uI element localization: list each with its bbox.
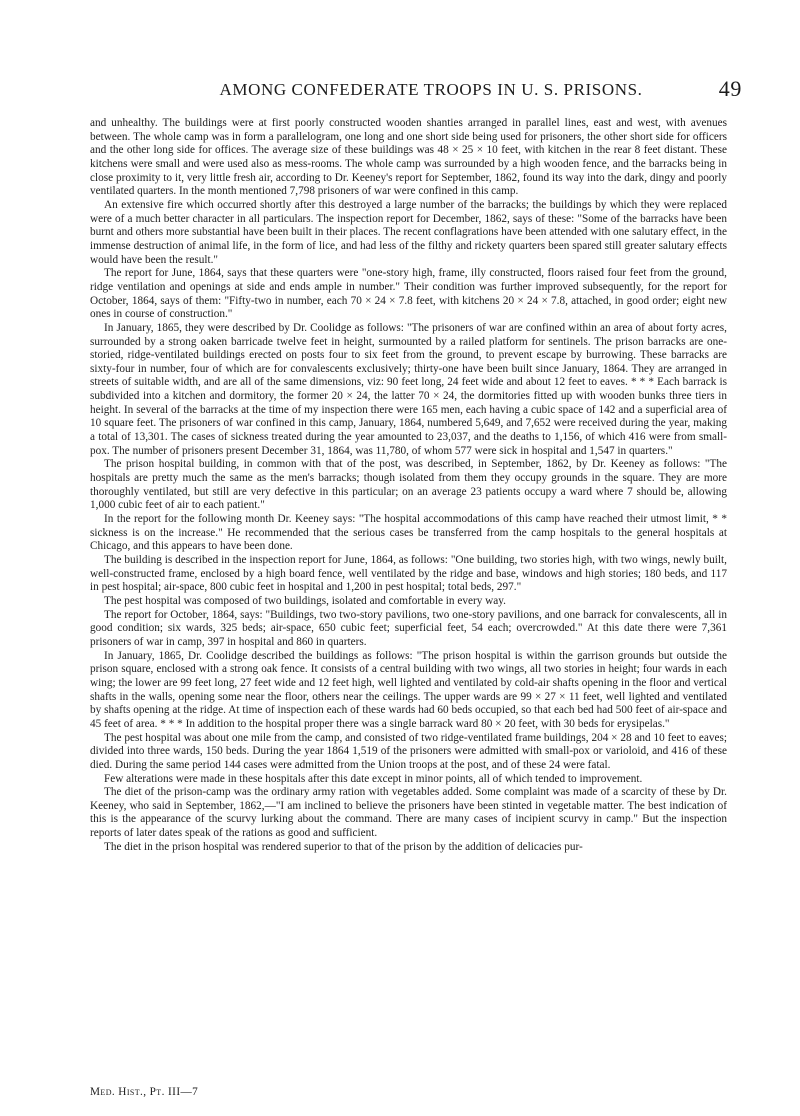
- paragraph: Few alterations were made in these hospitals after this date except in minor points, all of which tended to improvement.: [104, 772, 643, 785]
- paragraph: An extensive fire which occurred shortly after this destroyed a large number of the barracks; the buildings by which they were replaced were of a much better character in all particulars. The inspection report for December, 1862, says of these: "Some of the barracks have been burnt and others more substantial have been built in their places. The recent conflagrations have been attended with one salutary effect, in the immense destruction of animal life, in the form of lice, and had less of the filthy and rickety quarters been spared still greater salutary effects would have been the result.": [90, 198, 727, 266]
- paragraph-continued: and unhealthy. The buildings were at first poorly constructed wooden shanties arranged in parallel lines, east and west, with avenues between. The whole camp was in form a parallelogram, one long and one short side being used for prisoners, the other short side for officers and the other long side for offices. The average size of these buildings was 48 × 25 × 10 feet, with kitchen in the rear 8 feet distant. These kitchens were small and were used also as mess-rooms. The whole camp was surrounded by a high wooden fence, and the barracks being in close proximity to it, very little fresh air, according to Dr. Keeney's report for September, 1862, found its way into the dark, dingy and poorly ventilated quarters. In the month mentioned 7,798 prisoners of war were confined in this camp.: [90, 117, 727, 198]
- paragraph: The report for June, 1864, says that these quarters were "one-story high, frame, illy constructed, floors raised four feet from the ground, ridge ventilation and openings at side and ends ample in number." Their condition was further improved subsequently, for the report for October, 1864, says of them: "Fifty-two in number, each 70 × 24 × 7.8 feet, with kitchens 20 × 24 × 7.8, attached, in good order; eight new ones in course of construction.": [90, 267, 727, 321]
- running-head: [120, 78, 742, 104]
- paragraph: In the report for the following month Dr. Keeney says: "The hospital accommodations of this camp have reached their utmost limit, * * sickness is on the increase." He recommended that the serious cases be transferred from the camp hospitals to the general hospitals at Chicago, and this appears to have been done.: [90, 513, 727, 553]
- paragraph: In January, 1865, they were described by Dr. Coolidge as follows: "The prisoners of war are confined within an area of about forty acres, surrounded by a strong oaken barricade twelve feet in height, surmounted by a railed platform for sentinels. The prison barracks are one-storied, ridge-ventilated buildings erected on posts four to six feet from the ground, to prevent escape by burrowing. These barracks are sixty-four in number, four of which are for convalescents exclusively; thirty-one have been built since January, 1864. They are arranged in streets of suitable width, and are all of the same dimensions, viz: 90 feet long, 24 feet wide and about 12 feet to eaves. * * * Each barrack is subdivided into a kitchen and dormitory, the former 20 × 24, the latter 70 × 24, the dormitories fitted up with wooden bunks three tiers in height. In several of the barracks at the time of my inspection there were 165 men, each having a cubic space of 142 and a superficial area of 10 square feet. The prisoners of war confined in this camp, January, 1864, numbered 5,649, and 7,652 were received during the year, making a total of 13,301. The cases of sickness treated during the year amounted to 23,037, and the deaths to 1,156, of which 416 were from small-pox. The number of prisoners present December 31, 1864, was 11,780, of whom 577 were sick in hospital and 1,547 in quarters.": [90, 321, 727, 457]
- page-number: 49: [718, 76, 742, 101]
- paragraph: The pest hospital was about one mile from the camp, and consisted of two ridge-ventilated frame buildings, 204 × 28 and 10 feet to eaves; divided into three wards, 150 beds. During the year 1864 1,519 of the prisoners were admitted with small-pox or varioloid, and 416 of these died. During the same period 144 cases were admitted from the Union troops at the post, and of these 24 were fatal.: [90, 731, 727, 771]
- body-text: [90, 117, 727, 854]
- signature-mark: Med. Hist., Pt. III—7: [90, 1086, 199, 1098]
- paragraph: The diet of the prison-camp was the ordinary army ration with vegetables added. Some complaint was made of a scarcity of these by Dr. Keeney, who said in September, 1862,—"I am inclined to believe the prisoners have been stinted in vegetable matter. The best indication of this is the appearance of the scurvy lurking about the command. There are many cases of incipient scurvy in camp." But the inspection reports of later dates speak of the rations as good and sufficient.: [90, 786, 727, 840]
- paragraph: The prison hospital building, in common with that of the post, was described, in September, 1862, by Dr. Keeney as follows: "The hospitals are pretty much the same as the men's barracks; though isolated from them they occupy grounds in the square. They are more thoroughly ventilated, but still are very defective in this particular; on an average 23 patients occupy a ward where 7 should be, allowing 1,000 cubic feet of air to each patient.": [90, 458, 727, 512]
- paragraph: The diet in the prison hospital was rendered superior to that of the prison by the addition of delicacies pur-: [104, 840, 583, 853]
- paragraph: In January, 1865, Dr. Coolidge described the buildings as follows: "The prison hospital is within the garrison grounds but outside the prison square, enclosed with a strong oak fence. It consists of a central building with two wings, all two stories in height; four wards in each wing; the lower are 99 feet long, 27 feet wide and 12 feet high, well lighted and ventilated by cold-air shafts opening in the floor and vertical shafts in the walls, opening some near the floor, others near the ceilings. The upper wards are 99 × 27 × 11 feet, well lighted and ventilated by shafts opening at the ridge. At time of inspection each of these wards had 60 beds occupied, so that each bed had 500 feet of air-space and 45 feet of area. * * * In addition to the hospital proper there was a single barrack ward 80 × 20 feet, with 30 beds for erysipelas.": [90, 649, 727, 730]
- paragraph: The report for October, 1864, says: "Buildings, two two-story pavilions, two one-story pavilions, and one barrack for convalescents, all in good condition; six wards, 325 beds; air-space, 650 cubic feet; superficial feet, 54 each; overcrowded." At this date there were 7,361 prisoners of war in camp, 397 in hospital and 860 in quarters.: [90, 608, 727, 648]
- paragraph: The pest hospital was composed of two buildings, isolated and comfortable in every way.: [104, 594, 506, 607]
- running-title: AMONG CONFEDERATE TROOPS IN U. S. PRISONS.: [219, 80, 643, 99]
- paragraph: The building is described in the inspection report for June, 1864, as follows: "One building, two stories high, with two wings, newly built, well-constructed frame, enclosed by a high board fence, well ventilated by the ridge and base, windows and high stories; 180 beds, and 117 in pest hospital; air-space, 800 cubic feet in hospital and 1,200 in pest hospital; total beds, 297.": [90, 554, 727, 594]
